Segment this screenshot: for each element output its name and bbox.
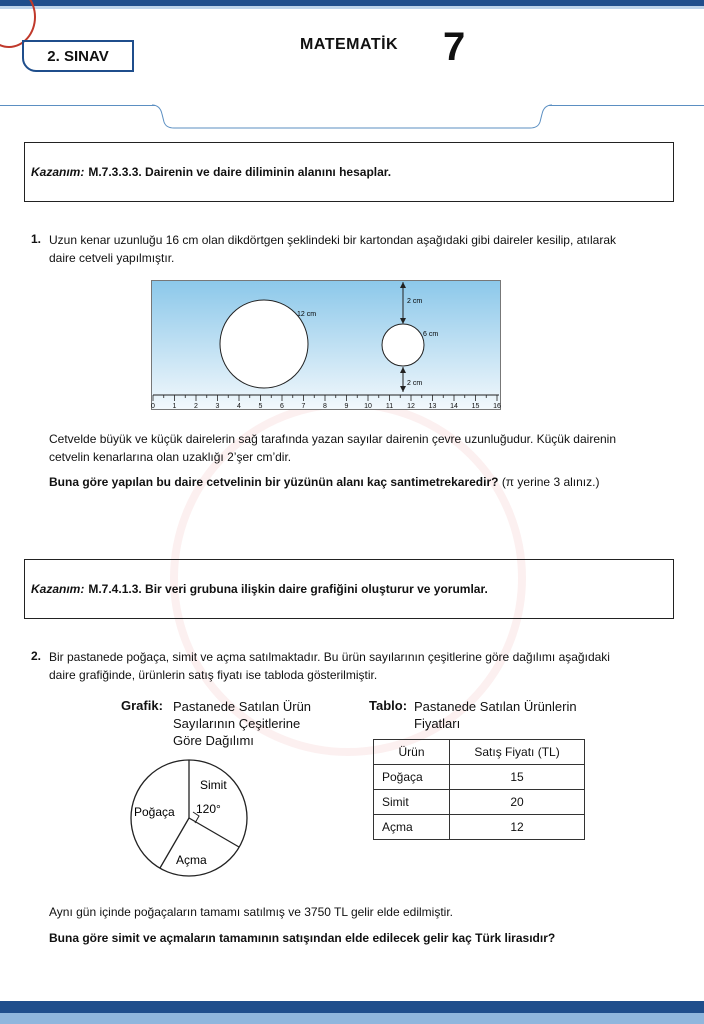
grade-number: 7 [443, 25, 466, 69]
note-line: Aynı gün içinde poğaçaların tamamı satılmış ve 3750 TL gelir elde edilmiştir. [49, 905, 453, 919]
table-header: Ürün [374, 740, 450, 765]
ruler-tick-label: 11 [385, 403, 394, 410]
question-bold: Buna göre yapılan bu daire cetvelinin bir yüzünün alanı kaç santimetrekaredir? [49, 475, 499, 489]
table-cell: 12 [450, 815, 585, 840]
table-title-line: Pastanede Satılan Ürünlerin [414, 699, 577, 714]
note-line: Cetvelde büyük ve küçük dairelerin sağ tarafında yazan sayılar dairenin çevre uzunluğudur. Küçük dairenin [49, 432, 616, 446]
pie-label-acma: Açma [176, 853, 207, 867]
pie-angle-label: 120° [196, 802, 221, 816]
kazanim-box-2 [24, 559, 674, 619]
question-text-line: Uzun kenar uzunluğu 16 cm olan dikdörtgen şeklindeki bir kartondan aşağıdaki gibi daireler kesilip, atılarak [49, 233, 616, 247]
table-cell: Poğaça [374, 765, 450, 790]
kazanim-label: Kazanım: [31, 165, 85, 179]
ruler-tick-label: 5 [258, 403, 263, 410]
ruler-tick-label: 0 [151, 403, 155, 410]
bottom-gap-label: 2 cm [407, 380, 423, 387]
question-text-line: Bir pastanede poğaça, simit ve açma satılmaktadır. Bu ürün sayılarının çeşitlerine göre dağılımı aşağıdaki [49, 650, 610, 664]
small-circle-label: 6 cm [423, 331, 439, 338]
exam-label: 2. SINAV [22, 40, 134, 72]
pie-label-pogaca: Poğaça [134, 805, 175, 819]
question-bold: Buna göre simit ve açmaların tamamının satışından elde edilecek gelir kaç Türk lirasıdır? [49, 931, 556, 945]
table-cell: Simit [374, 790, 450, 815]
note-line: cetvelin kenarlarına olan uzaklığı 2’şer cm’dir. [49, 450, 292, 464]
subject-title: MATEMATİK [300, 36, 399, 53]
ruler-tick-label: 16 [493, 403, 501, 410]
bottom-bar-accent [0, 1013, 704, 1024]
kazanim-label: Kazanım: [31, 582, 85, 596]
ruler-tick-label: 9 [344, 403, 349, 410]
big-circle [220, 300, 308, 388]
kazanim-box-1 [24, 142, 674, 202]
ruler-tick-label: 4 [237, 403, 241, 410]
ruler-tick-label: 14 [450, 403, 458, 410]
pie-label-simit: Simit [200, 778, 227, 792]
table-header: Satış Fiyatı (TL) [450, 740, 585, 765]
ruler-tick-label: 15 [471, 403, 480, 410]
graph-title-line: Sayılarının Çeşitlerine [173, 716, 301, 731]
question-line [49, 473, 599, 491]
ruler-tick-label: 2 [194, 403, 198, 410]
question-number: 2. [31, 649, 42, 663]
ruler-tick-label: 13 [428, 403, 437, 410]
header-tab-shape [150, 104, 554, 130]
table-row [374, 765, 585, 790]
question-text-line: daire grafiğinde, ürünlerin satış fiyatı ise tabloda gösterilmiştir. [49, 668, 378, 682]
table-cell: Açma [374, 815, 450, 840]
graph-title-line: Göre Dağılımı [173, 733, 254, 748]
table-title [414, 698, 577, 732]
ruler-tick-label: 1 [172, 403, 177, 410]
top-gap-label: 2 cm [407, 298, 423, 305]
table-row [374, 790, 585, 815]
table-cell: 15 [450, 765, 585, 790]
graph-label: Grafik: [121, 698, 163, 713]
graph-title [173, 698, 311, 749]
graph-title-line: Pastanede Satılan Ürün [173, 699, 312, 714]
table-label: Tablo: [369, 698, 408, 713]
ruler-tick-label: 7 [301, 403, 306, 410]
table-row [374, 815, 585, 840]
table-title-line: Fiyatları [414, 716, 461, 731]
big-circle-label: 12 cm [297, 311, 317, 318]
kazanim-text: M.7.3.3.3. Dairenin ve daire diliminin alanını hesaplar. [88, 165, 392, 179]
table-header-row [374, 740, 585, 765]
ruler-tick-label: 6 [280, 403, 284, 410]
pie-chart [128, 756, 258, 886]
small-circle [382, 324, 424, 366]
ruler-tick-label: 8 [323, 403, 327, 410]
ruler-tick-label: 10 [364, 403, 372, 410]
top-bar-accent [0, 6, 704, 9]
ruler-tick-label: 3 [215, 403, 220, 410]
question-number: 1. [31, 232, 42, 246]
question-text-line: daire cetveli yapılmıştır. [49, 251, 175, 265]
price-table [373, 739, 585, 840]
table-cell: 20 [450, 790, 585, 815]
kazanim-text: M.7.4.1.3. Bir veri grubuna ilişkin daire grafiğini oluşturur ve yorumlar. [88, 582, 488, 596]
question-tail: (π yerine 3 alınız.) [501, 475, 600, 489]
ruler-drawing [151, 280, 501, 410]
bottom-bar [0, 1001, 704, 1013]
ruler-tick-label: 12 [407, 403, 415, 410]
